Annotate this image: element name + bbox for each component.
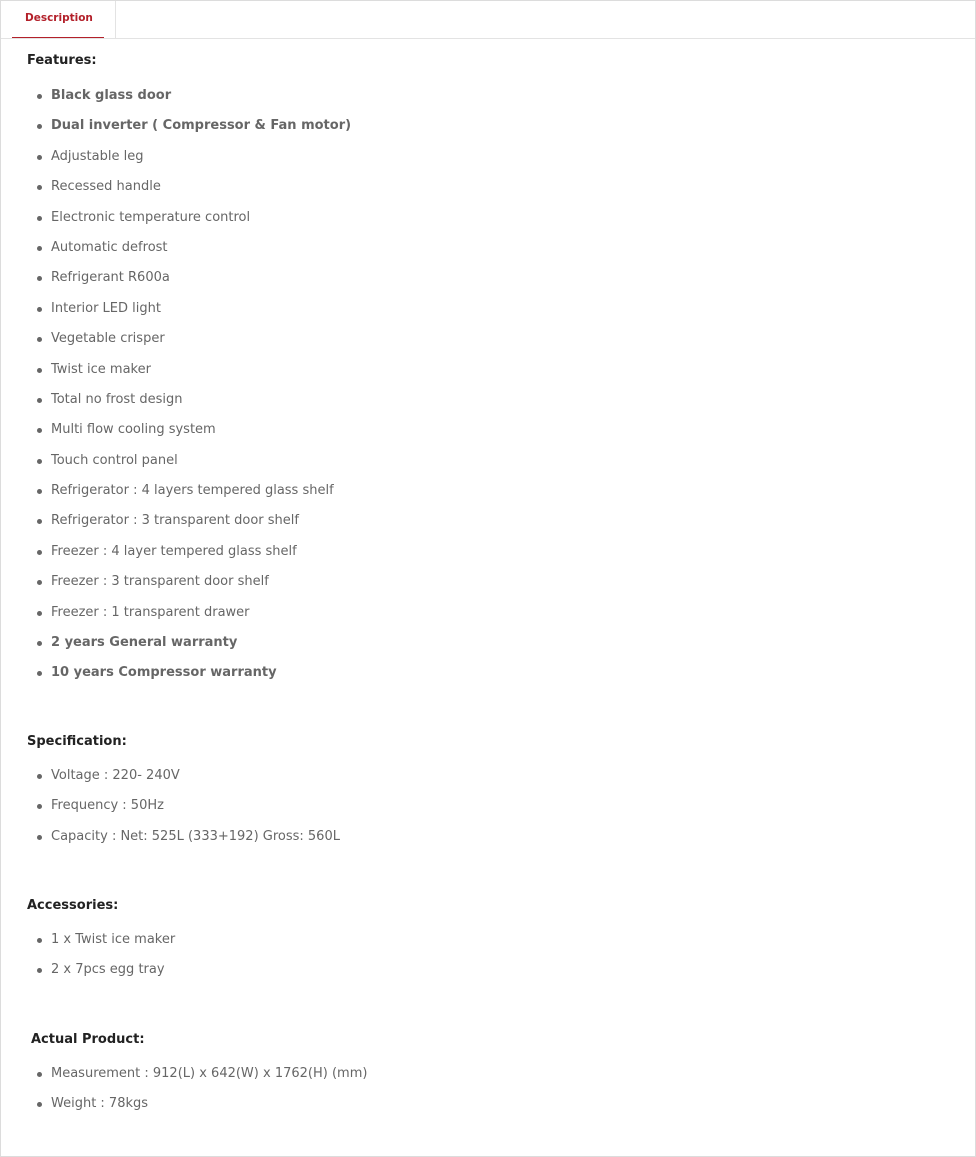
bullet-icon: [37, 216, 42, 221]
list-item-text: Freezer : 3 transparent door shelf: [51, 574, 269, 590]
list-item-text: Black glass door: [51, 88, 172, 103]
bullet-icon: [37, 938, 42, 943]
tab-description[interactable]: [12, 1, 116, 38]
bullet-icon: [37, 968, 42, 973]
bullet-icon: [37, 489, 42, 494]
list-item-text: Freezer : 4 layer tempered glass shelf: [51, 543, 297, 559]
list-item-text: Vegetable crisper: [51, 331, 165, 347]
list-item-text: Weight : 78kgs: [51, 1096, 149, 1112]
bullet-icon: [37, 611, 42, 616]
bullet-icon: [37, 276, 42, 281]
tab-description-label: Description: [25, 12, 93, 24]
accessories-heading: Accessories:: [27, 898, 119, 913]
list-item-text: Voltage : 220- 240V: [51, 768, 180, 783]
bullet-icon: [37, 398, 42, 403]
list-item-text: 2 x 7pcs egg tray: [51, 962, 165, 978]
list-item-text: Twist ice maker: [51, 361, 151, 377]
bullet-icon: [37, 641, 42, 646]
list-item-text: Measurement : 912(L) x 642(W) x 1762(H) (mm): [51, 1066, 368, 1081]
specification-heading: Specification:: [27, 734, 127, 749]
list-item-text: 2 years General warranty: [51, 635, 238, 651]
bullet-icon: [37, 124, 42, 129]
list-item-text: Refrigerant R600a: [51, 270, 170, 286]
bullet-icon: [37, 307, 42, 312]
bullet-icon: [37, 550, 42, 555]
bullet-icon: [37, 185, 42, 190]
bullet-icon: [37, 519, 42, 524]
list-item-text: Refrigerator : 4 layers tempered glass shelf: [51, 483, 334, 499]
list-item-text: Electronic temperature control: [51, 209, 251, 225]
features-heading: Features:: [27, 53, 97, 68]
tab-active-underline: [12, 37, 104, 38]
bullet-icon: [37, 337, 42, 342]
list-item-text: Refrigerator : 3 transparent door shelf: [51, 513, 299, 529]
list-item-text: Touch control panel: [51, 452, 178, 468]
list-item-text: Freezer : 1 transparent drawer: [51, 604, 250, 620]
bullet-icon: [37, 1072, 42, 1077]
bullet-icon: [37, 459, 42, 464]
bullet-icon: [37, 835, 42, 840]
bullet-icon: [37, 804, 42, 809]
bullet-icon: [37, 1102, 42, 1107]
list-item-text: Adjustable leg: [51, 148, 144, 164]
list-item-text: Dual inverter ( Compressor & Fan motor): [51, 118, 352, 134]
bullet-icon: [37, 774, 42, 779]
bullet-icon: [37, 368, 42, 373]
bullet-icon: [37, 580, 42, 585]
list-item-text: Frequency : 50Hz: [51, 798, 164, 814]
bullet-icon: [37, 246, 42, 251]
actual-product-heading: Actual Product:: [31, 1032, 145, 1047]
bullet-icon: [37, 155, 42, 160]
list-item-text: 10 years Compressor warranty: [51, 665, 277, 681]
bullet-icon: [37, 428, 42, 433]
tab-bar: [1, 1, 975, 39]
bullet-icon: [37, 94, 42, 99]
list-item-text: Recessed handle: [51, 179, 161, 195]
list-item-text: Capacity : Net: 525L (333+192) Gross: 560L: [51, 828, 340, 844]
list-item-text: Total no frost design: [51, 391, 183, 407]
list-item-text: 1 x Twist ice maker: [51, 932, 176, 947]
list-item-text: Automatic defrost: [51, 239, 168, 255]
list-item-text: Interior LED light: [51, 300, 161, 316]
list-item-text: Multi flow cooling system: [51, 422, 216, 438]
bullet-icon: [37, 671, 42, 676]
